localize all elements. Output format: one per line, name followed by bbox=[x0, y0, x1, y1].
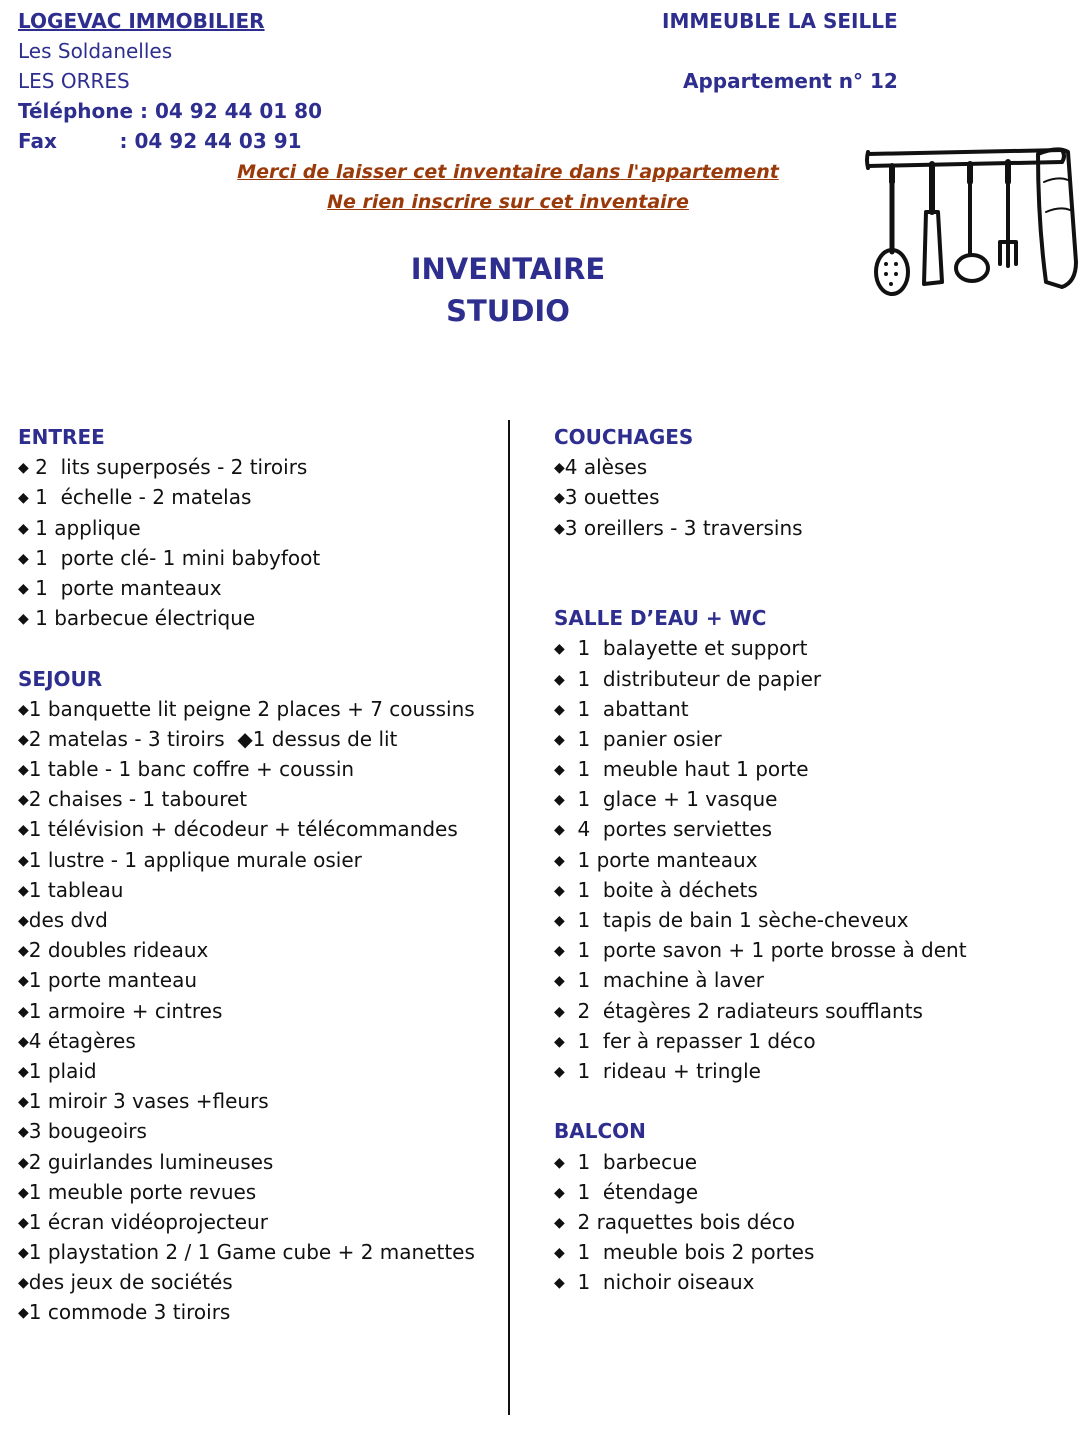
list-item bbox=[18, 513, 498, 543]
list-item bbox=[18, 482, 498, 512]
list-item-label: 1 télévision + décodeur + télécommandes bbox=[28, 817, 458, 842]
list-item-label: 1 porte manteaux bbox=[28, 575, 222, 600]
bullet-icon: ◆ bbox=[554, 822, 565, 839]
bullet-icon: ◆ bbox=[554, 973, 565, 990]
list-item-label: 1 nichoir oiseaux bbox=[564, 1270, 755, 1295]
list-item bbox=[18, 603, 498, 633]
list-item bbox=[18, 875, 498, 905]
bullet-icon: ◆ bbox=[554, 1033, 565, 1050]
salle-eau-list bbox=[554, 633, 1074, 1086]
list-item-label: 1 machine à laver bbox=[564, 968, 765, 993]
list-item bbox=[18, 543, 498, 573]
bullet-icon: ◆ bbox=[18, 580, 29, 597]
section-title-balcon: BALCON bbox=[554, 1119, 646, 1144]
list-item bbox=[554, 1147, 1074, 1177]
list-item-label: 1 rideau + tringle bbox=[564, 1058, 761, 1083]
list-item-label: 1 banquette lit peigne 2 places + 7 coussins bbox=[28, 696, 475, 721]
list-item bbox=[18, 694, 498, 724]
list-item-label: 1 commode 3 tiroirs bbox=[28, 1300, 231, 1325]
list-item bbox=[18, 996, 498, 1026]
list-item-label: 1 porte manteau bbox=[28, 968, 198, 993]
bullet-icon: ◆ bbox=[18, 550, 29, 567]
list-item-label: 2 matelas - 3 tiroirs ◆1 dessus de lit bbox=[28, 726, 398, 751]
list-item bbox=[18, 1086, 498, 1116]
bullet-icon: ◆ bbox=[554, 520, 565, 537]
company-name: LOGEVAC IMMOBILIER bbox=[18, 9, 265, 33]
bullet-icon: ◆ bbox=[18, 1124, 29, 1141]
bullet-icon: ◆ bbox=[18, 1214, 29, 1231]
list-item-label: 1 lustre - 1 applique murale osier bbox=[28, 847, 362, 872]
bullet-icon: ◆ bbox=[18, 1063, 29, 1080]
company-address-1: Les Soldanelles bbox=[18, 39, 173, 63]
bullet-icon: ◆ bbox=[18, 731, 29, 748]
bullet-icon: ◆ bbox=[554, 943, 565, 960]
list-item-label: 1 meuble porte revues bbox=[28, 1179, 257, 1204]
list-item bbox=[18, 724, 498, 754]
list-item bbox=[554, 935, 1074, 965]
list-item bbox=[554, 482, 1074, 512]
list-item bbox=[554, 1177, 1074, 1207]
bullet-icon: ◆ bbox=[18, 1245, 29, 1262]
bullet-icon: ◆ bbox=[18, 1154, 29, 1171]
list-item bbox=[554, 875, 1074, 905]
list-item bbox=[18, 1177, 498, 1207]
list-item bbox=[18, 1267, 498, 1297]
list-item bbox=[554, 1026, 1074, 1056]
list-item-label: 2 lits superposés - 2 tiroirs bbox=[28, 455, 308, 480]
bullet-icon: ◆ bbox=[554, 792, 565, 809]
list-item bbox=[554, 784, 1074, 814]
bullet-icon: ◆ bbox=[554, 1003, 565, 1020]
list-item bbox=[554, 814, 1074, 844]
company-block bbox=[18, 6, 322, 156]
bullet-icon: ◆ bbox=[18, 1305, 29, 1322]
bullet-icon: ◆ bbox=[554, 701, 565, 718]
list-item-label: 1 fer à repasser 1 déco bbox=[564, 1028, 816, 1053]
bullet-icon: ◆ bbox=[18, 943, 29, 960]
list-item bbox=[554, 1237, 1074, 1267]
bullet-icon: ◆ bbox=[18, 1094, 29, 1111]
bullet-icon: ◆ bbox=[554, 1063, 565, 1080]
list-item bbox=[18, 1056, 498, 1086]
bullet-icon: ◆ bbox=[554, 882, 565, 899]
bullet-icon: ◆ bbox=[554, 1184, 565, 1201]
building-name: IMMEUBLE LA SEILLE bbox=[662, 9, 898, 33]
section-title-entree: ENTREE bbox=[18, 425, 105, 449]
list-item-label: 1 distributeur de papier bbox=[564, 666, 822, 691]
list-item bbox=[554, 664, 1074, 694]
bullet-icon: ◆ bbox=[554, 1154, 565, 1171]
list-item-label: des jeux de sociétés bbox=[28, 1270, 233, 1295]
list-item bbox=[554, 1056, 1074, 1086]
list-item-label: 1 barbecue bbox=[564, 1149, 698, 1174]
list-item-label: 1 étendage bbox=[564, 1179, 699, 1204]
list-item-label: 1 panier osier bbox=[564, 726, 722, 751]
list-item bbox=[18, 1237, 498, 1267]
company-fax: Fax : 04 92 44 03 91 bbox=[18, 129, 302, 153]
bullet-icon: ◆ bbox=[554, 641, 565, 658]
list-item-label: 1 meuble bois 2 portes bbox=[564, 1240, 815, 1265]
list-item bbox=[554, 724, 1074, 754]
list-item bbox=[554, 1207, 1074, 1237]
list-item-label: 1 balayette et support bbox=[564, 636, 808, 661]
bullet-icon: ◆ bbox=[554, 1245, 565, 1262]
list-item-label: 1 meuble haut 1 porte bbox=[564, 757, 809, 782]
bullet-icon: ◆ bbox=[18, 762, 29, 779]
list-item bbox=[18, 784, 498, 814]
list-item-label: 1 abattant bbox=[564, 696, 689, 721]
list-item-label: 1 miroir 3 vases +fleurs bbox=[28, 1089, 269, 1114]
list-item-label: 1 plaid bbox=[28, 1058, 97, 1083]
bullet-icon: ◆ bbox=[554, 852, 565, 869]
section-title-sejour: SEJOUR bbox=[18, 666, 103, 691]
right-column bbox=[554, 422, 1074, 1297]
list-item bbox=[18, 814, 498, 844]
list-item-label: 1 porte manteaux bbox=[564, 847, 758, 872]
list-item-label: 4 alèses bbox=[564, 455, 648, 480]
list-item bbox=[554, 1267, 1074, 1297]
bullet-icon: ◆ bbox=[18, 520, 29, 537]
list-item-label: 2 doubles rideaux bbox=[28, 938, 209, 963]
bullet-icon: ◆ bbox=[18, 1033, 29, 1050]
list-item bbox=[554, 965, 1074, 995]
bullet-icon: ◆ bbox=[18, 822, 29, 839]
couchages-list bbox=[554, 452, 1074, 543]
list-item bbox=[554, 754, 1074, 784]
list-item-label: 1 applique bbox=[28, 515, 141, 540]
list-item bbox=[554, 905, 1074, 935]
list-item-label: 4 portes serviettes bbox=[564, 817, 773, 842]
bullet-icon: ◆ bbox=[18, 852, 29, 869]
list-item-label: 3 oreillers - 3 traversins bbox=[564, 515, 803, 540]
list-item-label: 4 étagères bbox=[28, 1028, 136, 1053]
bullet-icon: ◆ bbox=[18, 792, 29, 809]
list-item bbox=[18, 935, 498, 965]
bullet-icon: ◆ bbox=[554, 762, 565, 779]
bullet-icon: ◆ bbox=[554, 913, 565, 930]
bullet-icon: ◆ bbox=[554, 671, 565, 688]
column-divider bbox=[508, 420, 510, 1415]
title-line-1: INVENTAIRE bbox=[410, 252, 606, 286]
list-item-label: 1 écran vidéoprojecteur bbox=[28, 1209, 268, 1234]
list-item-label: 1 table - 1 banc coffre + coussin bbox=[28, 757, 355, 782]
bullet-icon: ◆ bbox=[18, 882, 29, 899]
list-item bbox=[554, 513, 1074, 543]
list-item-label: 3 bougeoirs bbox=[28, 1119, 147, 1144]
bullet-icon: ◆ bbox=[554, 490, 565, 507]
list-item-label: 2 guirlandes lumineuses bbox=[28, 1149, 274, 1174]
bullet-icon: ◆ bbox=[18, 913, 29, 929]
bullet-icon: ◆ bbox=[18, 611, 29, 628]
apartment-number: Appartement n° 12 bbox=[683, 69, 898, 93]
list-item-label: 1 tableau bbox=[28, 877, 124, 902]
left-column bbox=[18, 422, 498, 1328]
list-item bbox=[554, 452, 1074, 482]
list-item bbox=[18, 1297, 498, 1327]
list-item bbox=[18, 452, 498, 482]
company-phone: Téléphone : 04 92 44 01 80 bbox=[18, 99, 323, 123]
sejour-list bbox=[18, 694, 498, 1328]
list-item-label: 2 chaises - 1 tabouret bbox=[28, 787, 248, 812]
entree-list bbox=[18, 452, 498, 633]
list-item bbox=[18, 905, 498, 935]
list-item-label: 1 glace + 1 vasque bbox=[564, 787, 778, 812]
list-item bbox=[18, 1147, 498, 1177]
list-item-label: 1 tapis de bain 1 sèche-cheveux bbox=[564, 908, 909, 933]
bullet-icon: ◆ bbox=[554, 731, 565, 748]
list-item bbox=[554, 845, 1074, 875]
section-title-couchages: COUCHAGES bbox=[554, 425, 694, 449]
bullet-icon: ◆ bbox=[18, 1003, 29, 1020]
notice-line-1: Merci de laisser cet inventaire dans l'appartement bbox=[237, 161, 779, 183]
list-item-label: 1 armoire + cintres bbox=[28, 998, 223, 1023]
list-item bbox=[18, 754, 498, 784]
list-item bbox=[18, 965, 498, 995]
balcon-list bbox=[554, 1147, 1074, 1298]
list-item-label: 1 playstation 2 / 1 Game cube + 2 manettes bbox=[28, 1240, 475, 1265]
list-item-label: 2 raquettes bois déco bbox=[564, 1209, 795, 1234]
bullet-icon: ◆ bbox=[18, 1275, 29, 1292]
bullet-icon: ◆ bbox=[18, 490, 29, 507]
list-item bbox=[554, 633, 1074, 663]
list-item bbox=[18, 845, 498, 875]
list-item bbox=[18, 1116, 498, 1146]
bullet-icon: ◆ bbox=[554, 460, 565, 477]
list-item-label: 3 ouettes bbox=[564, 485, 660, 510]
notice-line-2: Ne rien inscrire sur cet inventaire bbox=[327, 191, 689, 213]
bullet-icon: ◆ bbox=[18, 701, 29, 718]
list-item bbox=[18, 573, 498, 603]
list-item-label: 2 étagères 2 radiateurs soufflants bbox=[564, 998, 923, 1023]
section-title-salle-eau: SALLE D’EAU + WC bbox=[554, 606, 767, 631]
bullet-icon: ◆ bbox=[554, 1275, 565, 1292]
list-item bbox=[554, 694, 1074, 724]
list-item-label: 1 boite à déchets bbox=[564, 877, 758, 902]
list-item-label: 1 échelle - 2 matelas bbox=[28, 485, 252, 510]
kitchen-utensils-icon bbox=[862, 142, 1080, 302]
list-item-label: 1 porte clé- 1 mini babyfoot bbox=[28, 545, 321, 570]
title-line-2: STUDIO bbox=[446, 294, 570, 328]
bullet-icon: ◆ bbox=[18, 973, 29, 990]
bullet-icon: ◆ bbox=[554, 1214, 565, 1231]
list-item-label: 1 porte savon + 1 porte brosse à dent bbox=[564, 938, 967, 963]
company-address-2: LES ORRES bbox=[18, 69, 130, 93]
list-item-label: des dvd bbox=[28, 908, 108, 932]
list-item bbox=[554, 996, 1074, 1026]
bullet-icon: ◆ bbox=[18, 1184, 29, 1201]
bullet-icon: ◆ bbox=[18, 460, 29, 477]
list-item-label: 1 barbecue électrique bbox=[28, 606, 256, 631]
list-item bbox=[18, 1026, 498, 1056]
list-item bbox=[18, 1207, 498, 1237]
